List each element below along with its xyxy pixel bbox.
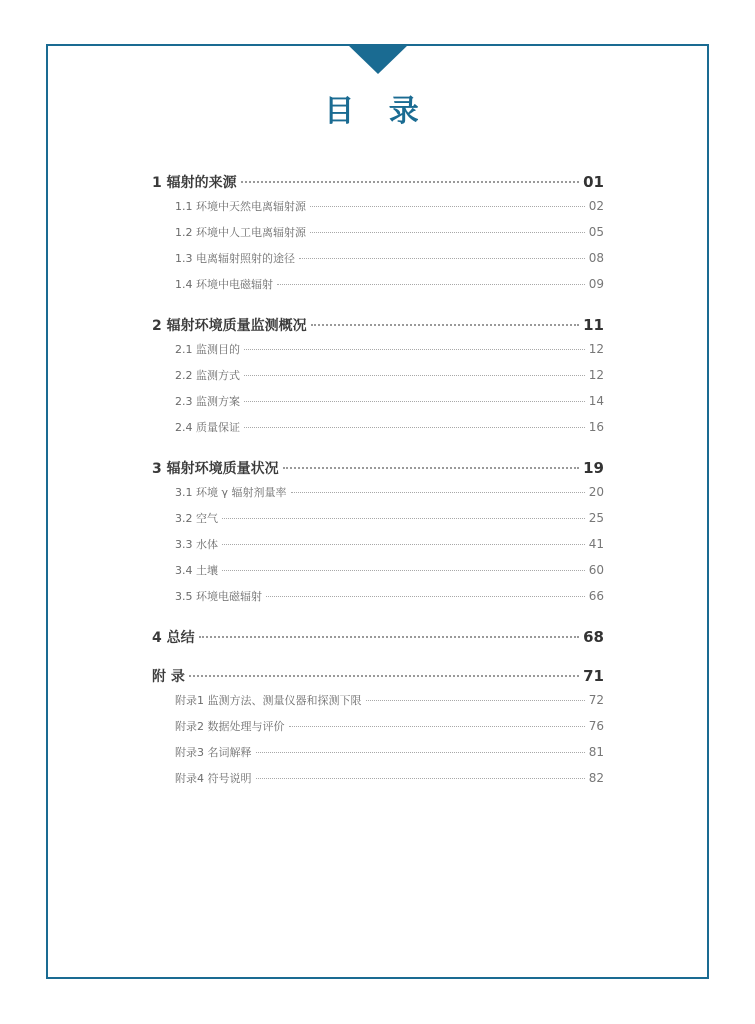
toc-section [152, 172, 604, 302]
toc-entry-label: 1.1 环境中天然电离辐射源 [175, 200, 306, 213]
dot-leader [189, 675, 579, 677]
toc-page-number: 25 [588, 511, 604, 525]
toc-subentry[interactable] [152, 419, 604, 445]
dot-leader [244, 349, 585, 350]
toc-subentry[interactable] [152, 510, 604, 536]
toc-page-number: 14 [588, 394, 604, 408]
toc-page-number: 68 [583, 628, 604, 646]
toc-chapter-entry[interactable] [152, 666, 604, 692]
toc-entry-label: 附录4 符号说明 [175, 772, 252, 785]
toc-page-number: 16 [588, 420, 604, 434]
dot-leader [366, 700, 585, 701]
toc-entry-label: 3.2 空气 [175, 512, 218, 525]
toc-page-number: 05 [588, 225, 604, 239]
dot-leader [256, 752, 585, 753]
toc-entry-label: 3.5 环境电磁辐射 [175, 590, 262, 603]
dot-leader [199, 636, 580, 638]
toc-entry-label: 1.3 电离辐射照射的途径 [175, 252, 295, 265]
toc-page-number: 12 [588, 342, 604, 356]
toc-subentry[interactable] [152, 276, 604, 302]
toc-page-number: 02 [588, 199, 604, 213]
toc-page-number: 66 [588, 589, 604, 603]
toc-chapter-entry[interactable] [152, 172, 604, 198]
toc-section [152, 666, 604, 796]
dot-leader [256, 778, 585, 779]
toc-entry-label: 附录1 监测方法、测量仪器和探测下限 [175, 694, 362, 707]
toc-subentry[interactable] [152, 250, 604, 276]
dot-leader [244, 427, 585, 428]
toc-subentry[interactable] [152, 588, 604, 614]
toc-page-number: 01 [583, 173, 604, 191]
dot-leader [222, 544, 585, 545]
toc-chapter-entry[interactable] [152, 315, 604, 341]
toc-chapter-entry[interactable] [152, 458, 604, 484]
toc-subentry[interactable] [152, 198, 604, 224]
toc-subentry[interactable] [152, 484, 604, 510]
toc-entry-label: 1.4 环境中电磁辐射 [175, 278, 273, 291]
toc-page-number: 76 [588, 719, 604, 733]
toc-entry-label: 3.4 土壤 [175, 564, 218, 577]
toc-subentry[interactable] [152, 341, 604, 367]
dot-leader [222, 518, 585, 519]
toc-entry-label: 3 辐射环境质量状况 [152, 461, 279, 477]
toc-page-number: 41 [588, 537, 604, 551]
toc-subentry[interactable] [152, 367, 604, 393]
toc-entry-label: 2.3 监测方案 [175, 395, 240, 408]
toc-subentry[interactable] [152, 692, 604, 718]
toc-page-number: 72 [588, 693, 604, 707]
top-notch-triangle [347, 44, 409, 74]
toc-page-number: 19 [583, 459, 604, 477]
dot-leader [244, 401, 585, 402]
toc-page-number: 82 [588, 771, 604, 785]
dot-leader [241, 181, 580, 183]
dot-leader [310, 206, 585, 207]
page-title: 目 录 [324, 94, 431, 129]
toc-subentry[interactable] [152, 224, 604, 250]
toc-page-number: 71 [583, 667, 604, 685]
toc-entry-label: 3.3 水体 [175, 538, 218, 551]
toc-entry-label: 2.1 监测目的 [175, 343, 240, 356]
toc-section [152, 627, 604, 653]
toc-page-number: 20 [588, 485, 604, 499]
dot-leader [299, 258, 585, 259]
toc-chapter-entry[interactable] [152, 627, 604, 653]
toc-entry-label: 2.4 质量保证 [175, 421, 240, 434]
toc-subentry[interactable] [152, 770, 604, 796]
toc-page-number: 60 [588, 563, 604, 577]
toc-section [152, 315, 604, 445]
dot-leader [310, 232, 585, 233]
toc-entry-label: 附录2 数据处理与评价 [175, 720, 285, 733]
toc-page-number: 81 [588, 745, 604, 759]
toc-page-number: 09 [588, 277, 604, 291]
toc-entry-label: 附录3 名词解释 [175, 746, 252, 759]
toc-subentry[interactable] [152, 536, 604, 562]
toc-entry-label: 附 录 [152, 669, 185, 685]
toc-subentry[interactable] [152, 744, 604, 770]
dot-leader [222, 570, 585, 571]
toc-section [152, 458, 604, 614]
dot-leader [277, 284, 585, 285]
dot-leader [283, 467, 580, 469]
toc-entry-label: 1.2 环境中人工电离辐射源 [175, 226, 306, 239]
toc-entry-label: 2.2 监测方式 [175, 369, 240, 382]
toc-entry-label: 1 辐射的来源 [152, 175, 237, 191]
dot-leader [244, 375, 585, 376]
dot-leader [291, 492, 585, 493]
toc-subentry[interactable] [152, 393, 604, 419]
dot-leader [289, 726, 585, 727]
dot-leader [311, 324, 580, 326]
toc-subentry[interactable] [152, 718, 604, 744]
dot-leader [266, 596, 585, 597]
table-of-contents [152, 172, 604, 809]
toc-entry-label: 4 总结 [152, 630, 195, 646]
toc-page-number: 08 [588, 251, 604, 265]
toc-entry-label: 2 辐射环境质量监测概况 [152, 318, 307, 334]
toc-subentry[interactable] [152, 562, 604, 588]
toc-entry-label: 3.1 环境 γ 辐射剂量率 [175, 486, 287, 499]
toc-page-number: 11 [583, 316, 604, 334]
toc-page-number: 12 [588, 368, 604, 382]
